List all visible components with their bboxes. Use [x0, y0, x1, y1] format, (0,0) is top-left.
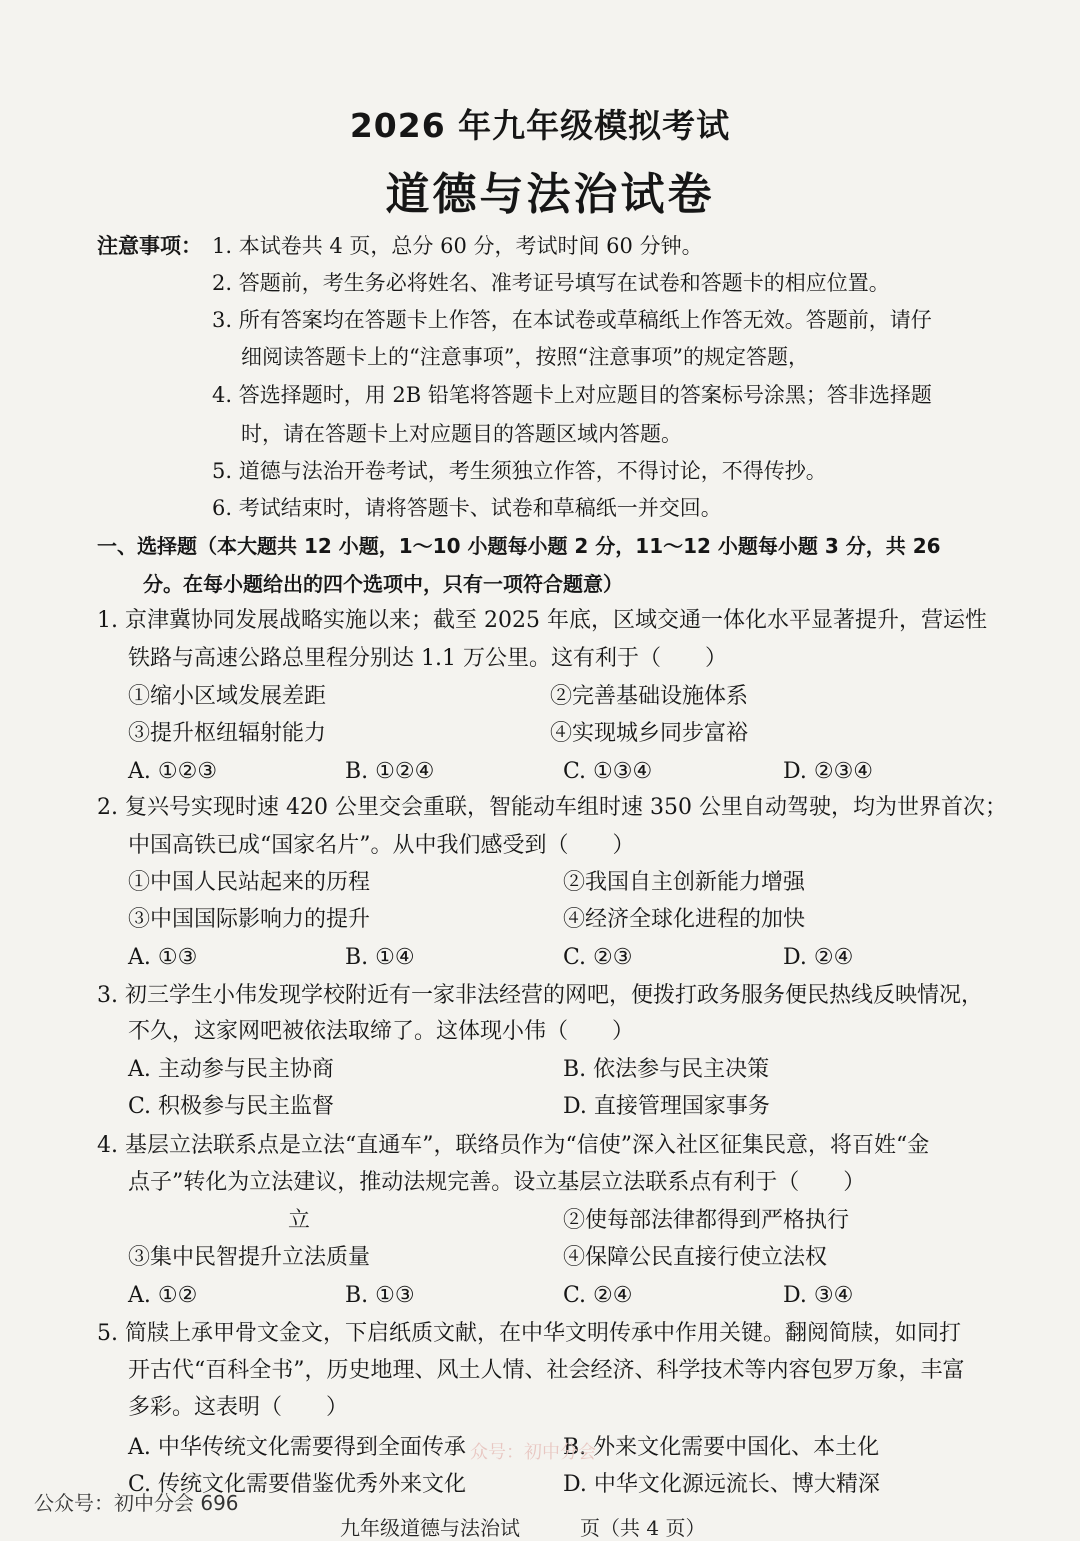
question-stem: 1. 京津冀协同发展战略实施以来；截至 2025 年底，区域交通一体化水平显著提升，营运性: [97, 608, 987, 633]
notice-item: 细阅读答题卡上的“注意事项”，按照“注意事项”的规定答题，: [241, 345, 809, 369]
statement: ④实现城乡同步富裕: [550, 721, 749, 746]
choice-b: B. ①④: [345, 945, 415, 970]
statement: ③提升枢纽辐射能力: [128, 721, 327, 746]
statement: ①缩小区域发展差距: [128, 684, 327, 709]
question-stem: 3. 初三学生小伟发现学校附近有一家非法经营的网吧，便拨打政务服务便民热线反映情况，: [97, 983, 983, 1008]
choice-d: D. 中华文化源远流长、博大精深: [563, 1472, 880, 1497]
notice-item: 6. 考试结束时，请将答题卡、试卷和草稿纸一并交回。: [212, 496, 722, 520]
question-stem: 5. 简牍上承甲骨文金文，下启纸质文献，在中华文明传承中作用关键。翻阅简牍，如同打: [97, 1321, 961, 1346]
statement: ③中国国际影响力的提升: [128, 907, 371, 932]
choice-c: C. ①③④: [563, 759, 653, 784]
question-stem: 中国高铁已成“国家名片”。从中我们感受到（ ）: [128, 833, 635, 858]
watermark-text: 公众号：初中分会 696: [34, 1491, 239, 1515]
choice-c: C. 传统文化需要借鉴优秀外来文化: [128, 1472, 467, 1497]
choice-b: B. 依法参与民主决策: [563, 1057, 770, 1082]
question-stem: 开古代“百科全书”，历史地理、风土人情、社会经济、科学技术等内容包罗万象，丰富: [128, 1358, 965, 1383]
choice-c: C. 积极参与民主监督: [128, 1094, 335, 1119]
notice-item: 1. 本试卷共 4 页，总分 60 分，考试时间 60 分钟。: [212, 234, 703, 258]
statement: ②完善基础设施体系: [550, 684, 749, 709]
question-stem: 2. 复兴号实现时速 420 公里交会重联，智能动车组时速 350 公里自动驾驶，均为世界首次；: [97, 795, 1007, 820]
exam-title: 2026 年九年级模拟考试: [349, 106, 731, 145]
notice-item: 4. 答选择题时，用 2B 铅笔将答题卡上对应题目的答案标号涂黑；答非选择题: [212, 383, 932, 407]
statement: ①中国人民站起来的历程: [128, 870, 371, 895]
choice-a: A. ①②③: [128, 759, 218, 784]
choice-b: B. ①③: [345, 1283, 415, 1308]
choice-a: A. ①③: [128, 945, 198, 970]
statement: ④保障公民直接行使立法权: [563, 1245, 828, 1270]
question-stem: 点子”转化为立法建议，推动法规完善。设立基层立法联系点有利于（ ）: [128, 1170, 866, 1195]
question-stem: 多彩。这表明（ ）: [128, 1395, 349, 1420]
question-stem: 4. 基层立法联系点是立法“直通车”，联络员作为“信使”深入社区征集民意，将百姓“金: [97, 1133, 930, 1158]
choice-c: C. ②④: [563, 1283, 633, 1308]
statement: ③集中民智提升立法质量: [128, 1245, 371, 1270]
notice-label: 注意事项：: [97, 234, 202, 258]
notice-item: 时，请在答题卡上对应题目的答题区域内答题。: [241, 422, 682, 446]
choice-a: A. 主动参与民主协商: [128, 1057, 334, 1082]
choice-d: D. 直接管理国家事务: [563, 1094, 770, 1119]
notice-item: 3. 所有答案均在答题卡上作答，在本试卷或草稿纸上作答无效。答题前，请仔: [212, 308, 932, 332]
question-stem: 铁路与高速公路总里程分别达 1.1 万公里。这有利于（ ）: [128, 646, 727, 671]
choice-d: D. ②④: [783, 945, 854, 970]
choice-d: D. ②③④: [783, 759, 874, 784]
section-heading-cont: 分。在每小题给出的四个选项中，只有一项符合题意）: [143, 572, 623, 596]
question-stem: 不久，这家网吧被依法取缔了。这体现小伟（ ）: [128, 1019, 635, 1044]
notice-item: 5. 道德与法治开卷考试，考生须独立作答，不得讨论，不得传抄。: [212, 459, 827, 483]
faint-watermark: 众号：初中分会: [470, 1442, 596, 1463]
statement: ④经济全球化进程的加快: [563, 907, 806, 932]
choice-a: A. ①②: [128, 1283, 198, 1308]
choice-b: B. 外来文化需要中国化、本土化: [563, 1435, 880, 1460]
choice-a: A. 中华传统文化需要得到全面传承: [128, 1435, 466, 1460]
notice-item: 2. 答题前，考生务必将姓名、准考证号填写在试卷和答题卡的相应位置。: [212, 271, 890, 295]
subject-title: 道德与法治试卷: [385, 169, 715, 220]
choice-c: C. ②③: [563, 945, 633, 970]
page-footer: 九年级道德与法治试 页（共 4 页）: [340, 1516, 706, 1540]
statement: 立: [288, 1208, 311, 1233]
statement: ②我国自主创新能力增强: [563, 870, 806, 895]
statement: ②使每部法律都得到严格执行: [563, 1208, 850, 1233]
section-heading: 一、选择题（本大题共 12 小题，1～10 小题每小题 2 分，11～12 小题每小题 3 分，共 26: [97, 534, 941, 558]
choice-b: B. ①②④: [345, 759, 435, 784]
choice-d: D. ③④: [783, 1283, 854, 1308]
